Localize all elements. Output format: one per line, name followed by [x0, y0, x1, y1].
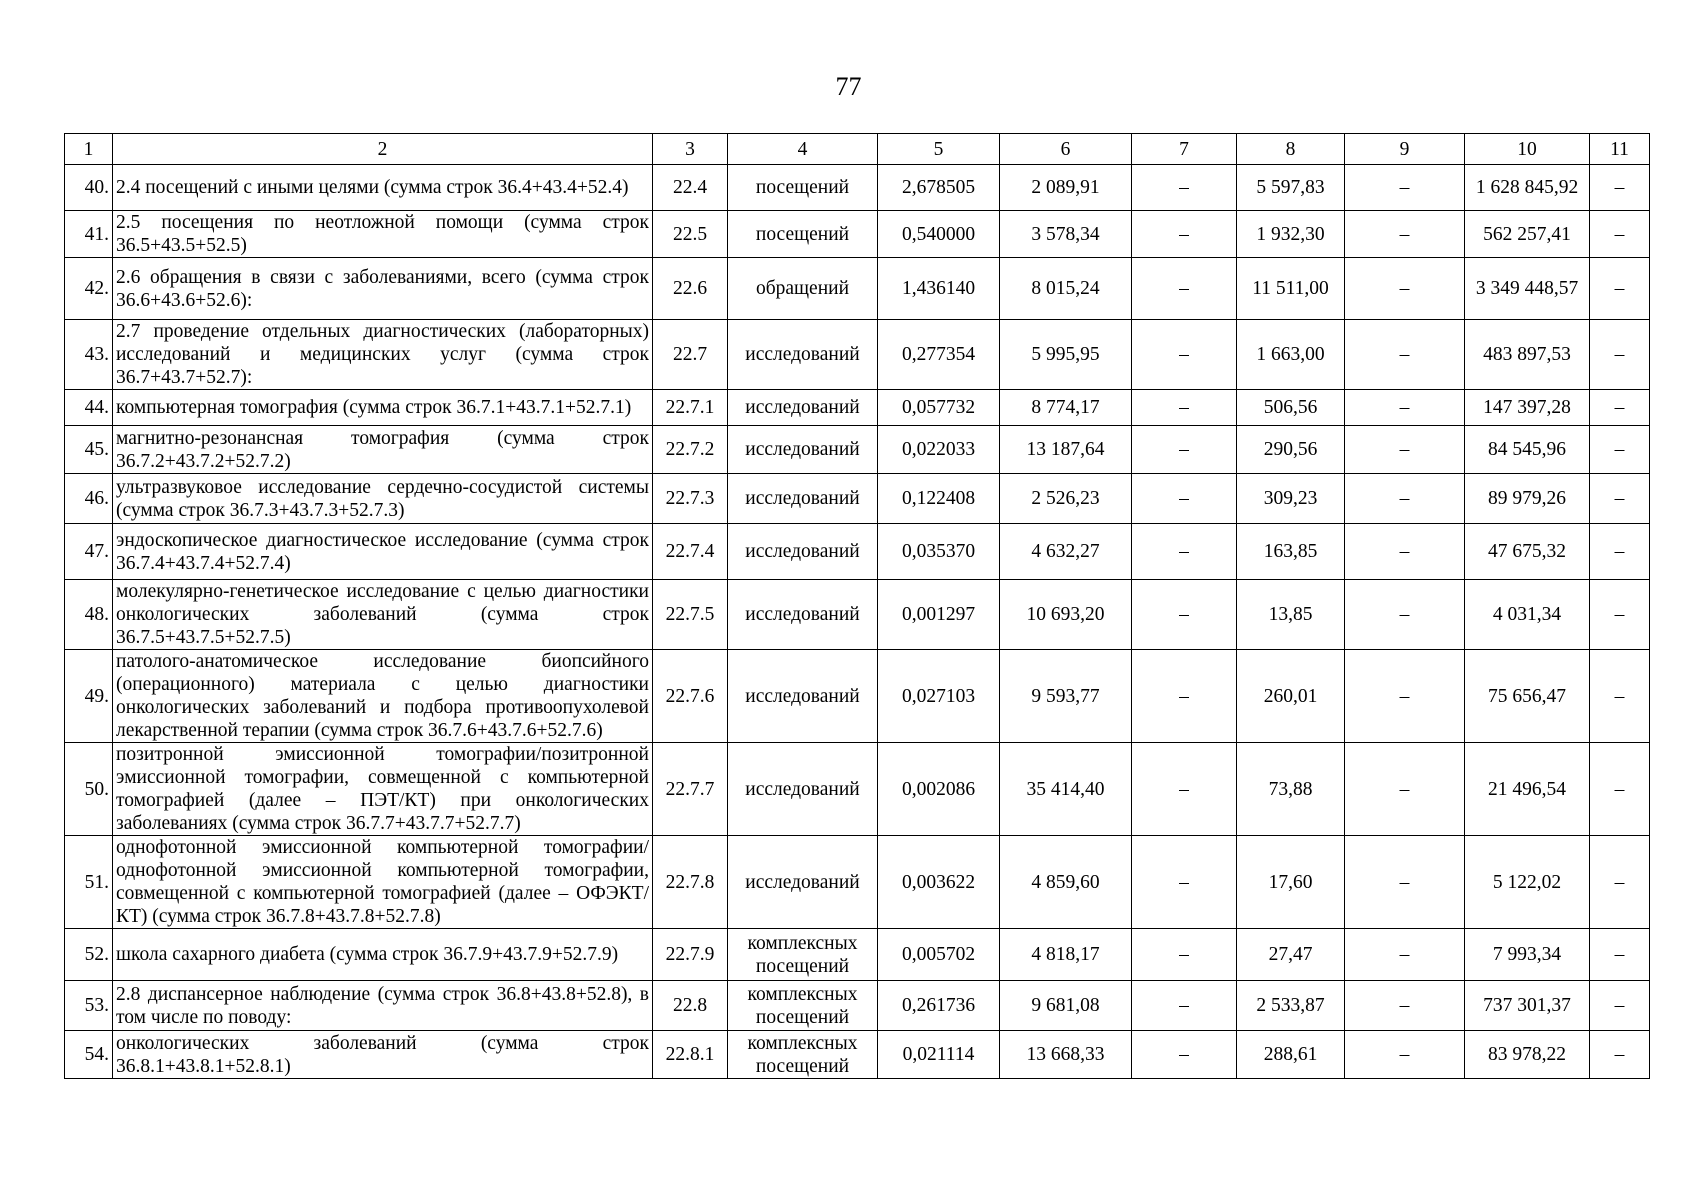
- row-unit: исследований: [728, 524, 878, 580]
- cell-col8: 73,88: [1237, 743, 1345, 836]
- row-unit: посещений: [728, 211, 878, 258]
- cell-col7: –: [1132, 211, 1237, 258]
- cell-col7: –: [1132, 524, 1237, 580]
- column-header: 1: [65, 134, 113, 165]
- cell-col10: 483 897,53: [1465, 320, 1590, 390]
- cell-col9: –: [1345, 929, 1465, 981]
- row-code: 22.8: [653, 981, 728, 1031]
- row-description: 2.4 посещений с иными целями (сумма строк 36.4+43.4+52.4): [113, 165, 653, 211]
- cell-col6: 13 668,33: [1000, 1031, 1132, 1079]
- cell-col6: 35 414,40: [1000, 743, 1132, 836]
- row-unit: исследований: [728, 580, 878, 650]
- row-description: компьютерная томография (сумма строк 36.7.1+43.7.1+52.7.1): [113, 390, 653, 426]
- cell-col5: 0,122408: [878, 474, 1000, 524]
- cell-col8: 2 533,87: [1237, 981, 1345, 1031]
- cell-col7: –: [1132, 650, 1237, 743]
- cell-col10: 1 628 845,92: [1465, 165, 1590, 211]
- cell-col7: –: [1132, 743, 1237, 836]
- cell-col5: 0,003622: [878, 836, 1000, 929]
- cell-col10: 84 545,96: [1465, 426, 1590, 474]
- cell-col8: 17,60: [1237, 836, 1345, 929]
- page-number: 77: [835, 72, 862, 101]
- cell-col6: 2 089,91: [1000, 165, 1132, 211]
- cell-col11: –: [1590, 580, 1650, 650]
- row-code: 22.7: [653, 320, 728, 390]
- cell-col5: 0,057732: [878, 390, 1000, 426]
- cell-col10: 737 301,37: [1465, 981, 1590, 1031]
- row-description: однофотонной эмиссионной компьютерной томографии/однофотонной эмиссионной компьютерной томографии, совмещенной с компьютерной томографией (далее – ОФЭКТ/КТ) (сумма строк 36.7.8+43.7.8+52.7.8): [113, 836, 653, 929]
- cell-col10: 3 349 448,57: [1465, 258, 1590, 320]
- row-number: 46.: [65, 474, 113, 524]
- table-row: [65, 743, 1650, 836]
- cell-col5: 0,022033: [878, 426, 1000, 474]
- cell-col7: –: [1132, 580, 1237, 650]
- cell-col10: 4 031,34: [1465, 580, 1590, 650]
- row-description: ультразвуковое исследование сердечно-сосудистой системы (сумма строк 36.7.3+43.7.3+52.7.3): [113, 474, 653, 524]
- row-code: 22.7.1: [653, 390, 728, 426]
- cell-col8: 260,01: [1237, 650, 1345, 743]
- cell-col11: –: [1590, 981, 1650, 1031]
- row-number: 50.: [65, 743, 113, 836]
- cell-col11: –: [1590, 426, 1650, 474]
- cell-col10: 7 993,34: [1465, 929, 1590, 981]
- table-row: [65, 580, 1650, 650]
- column-header: 10: [1465, 134, 1590, 165]
- row-code: 22.7.9: [653, 929, 728, 981]
- table-row: [65, 426, 1650, 474]
- row-unit: посещений: [728, 165, 878, 211]
- table-row: [65, 981, 1650, 1031]
- cell-col10: 21 496,54: [1465, 743, 1590, 836]
- row-code: 22.7.8: [653, 836, 728, 929]
- cell-col8: 290,56: [1237, 426, 1345, 474]
- cell-col9: –: [1345, 836, 1465, 929]
- row-unit: исследований: [728, 650, 878, 743]
- cell-col9: –: [1345, 390, 1465, 426]
- cell-col5: 2,678505: [878, 165, 1000, 211]
- row-unit: исследований: [728, 426, 878, 474]
- cell-col6: 8 015,24: [1000, 258, 1132, 320]
- cell-col7: –: [1132, 258, 1237, 320]
- row-number: 44.: [65, 390, 113, 426]
- row-description: патолого-анатомическое исследование биопсийного (операционного) материала с целью диагностики онкологических заболеваний и подбора противоопухолевой лекарственной терапии (сумма строк 36.7.6+43.7.6+52.7.6): [113, 650, 653, 743]
- cell-col10: 47 675,32: [1465, 524, 1590, 580]
- cell-col11: –: [1590, 836, 1650, 929]
- row-description: онкологических заболеваний (сумма строк 36.8.1+43.8.1+52.8.1): [113, 1031, 653, 1079]
- cell-col9: –: [1345, 1031, 1465, 1079]
- cell-col6: 4 632,27: [1000, 524, 1132, 580]
- table-row: [65, 474, 1650, 524]
- cell-col9: –: [1345, 320, 1465, 390]
- cell-col6: 9 593,77: [1000, 650, 1132, 743]
- row-unit: исследований: [728, 474, 878, 524]
- row-number: 48.: [65, 580, 113, 650]
- row-code: 22.7.6: [653, 650, 728, 743]
- row-number: 53.: [65, 981, 113, 1031]
- row-number: 41.: [65, 211, 113, 258]
- table-row: [65, 1031, 1650, 1079]
- row-unit: исследований: [728, 836, 878, 929]
- cell-col6: 3 578,34: [1000, 211, 1132, 258]
- cell-col5: 0,540000: [878, 211, 1000, 258]
- cell-col7: –: [1132, 929, 1237, 981]
- column-header: 9: [1345, 134, 1465, 165]
- row-description: 2.7 проведение отдельных диагностических (лабораторных) исследований и медицинских услуг (сумма строк 36.7+43.7+52.7):: [113, 320, 653, 390]
- cell-col6: 8 774,17: [1000, 390, 1132, 426]
- cell-col11: –: [1590, 1031, 1650, 1079]
- row-code: 22.7.7: [653, 743, 728, 836]
- cell-col8: 288,61: [1237, 1031, 1345, 1079]
- cell-col5: 0,027103: [878, 650, 1000, 743]
- cell-col9: –: [1345, 650, 1465, 743]
- row-code: 22.7.5: [653, 580, 728, 650]
- cell-col6: 9 681,08: [1000, 981, 1132, 1031]
- cell-col9: –: [1345, 211, 1465, 258]
- row-description: магнитно-резонансная томография (сумма строк 36.7.2+43.7.2+52.7.2): [113, 426, 653, 474]
- row-number: 40.: [65, 165, 113, 211]
- cell-col6: 4 859,60: [1000, 836, 1132, 929]
- column-header: 11: [1590, 134, 1650, 165]
- row-description: 2.8 диспансерное наблюдение (сумма строк 36.8+43.8+52.8), в том числе по поводу:: [113, 981, 653, 1031]
- cell-col11: –: [1590, 929, 1650, 981]
- cell-col10: 147 397,28: [1465, 390, 1590, 426]
- cell-col7: –: [1132, 474, 1237, 524]
- cell-col9: –: [1345, 426, 1465, 474]
- cell-col7: –: [1132, 390, 1237, 426]
- cell-col5: 0,005702: [878, 929, 1000, 981]
- column-header: 4: [728, 134, 878, 165]
- cell-col9: –: [1345, 524, 1465, 580]
- row-description: позитронной эмиссионной томографии/позитронной эмиссионной томографии, совмещенной с компьютерной томографией (далее – ПЭТ/КТ) при онкологических заболеваниях (сумма строк 36.7.7+43.7.7+52.7.7): [113, 743, 653, 836]
- column-header: 5: [878, 134, 1000, 165]
- row-number: 51.: [65, 836, 113, 929]
- row-unit: исследований: [728, 390, 878, 426]
- cell-col11: –: [1590, 320, 1650, 390]
- column-header: 3: [653, 134, 728, 165]
- cell-col9: –: [1345, 981, 1465, 1031]
- cell-col9: –: [1345, 743, 1465, 836]
- cell-col8: 27,47: [1237, 929, 1345, 981]
- cell-col11: –: [1590, 211, 1650, 258]
- cell-col11: –: [1590, 650, 1650, 743]
- cell-col9: –: [1345, 580, 1465, 650]
- row-description: молекулярно-генетическое исследование с целью диагностики онкологических заболеваний (сумма строк 36.7.5+43.7.5+52.7.5): [113, 580, 653, 650]
- row-number: 52.: [65, 929, 113, 981]
- table-row: [65, 836, 1650, 929]
- column-header: 2: [113, 134, 653, 165]
- table-row: [65, 929, 1650, 981]
- cell-col9: –: [1345, 165, 1465, 211]
- cell-col9: –: [1345, 474, 1465, 524]
- cell-col8: 5 597,83: [1237, 165, 1345, 211]
- data-table: [64, 133, 1650, 1079]
- table-row: [65, 390, 1650, 426]
- cell-col5: 0,261736: [878, 981, 1000, 1031]
- cell-col11: –: [1590, 165, 1650, 211]
- table-row: [65, 211, 1650, 258]
- row-number: 45.: [65, 426, 113, 474]
- column-header: 6: [1000, 134, 1132, 165]
- table-row: [65, 524, 1650, 580]
- cell-col7: –: [1132, 320, 1237, 390]
- row-unit: комплексных посещений: [728, 981, 878, 1031]
- row-unit: обращений: [728, 258, 878, 320]
- cell-col11: –: [1590, 474, 1650, 524]
- cell-col5: 0,277354: [878, 320, 1000, 390]
- cell-col8: 506,56: [1237, 390, 1345, 426]
- row-code: 22.5: [653, 211, 728, 258]
- cell-col5: 0,021114: [878, 1031, 1000, 1079]
- cell-col5: 0,035370: [878, 524, 1000, 580]
- table-row: [65, 165, 1650, 211]
- cell-col7: –: [1132, 426, 1237, 474]
- cell-col11: –: [1590, 390, 1650, 426]
- table-row: [65, 320, 1650, 390]
- row-description: 2.5 посещения по неотложной помощи (сумма строк 36.5+43.5+52.5): [113, 211, 653, 258]
- table-row: [65, 258, 1650, 320]
- cell-col10: 89 979,26: [1465, 474, 1590, 524]
- cell-col6: 4 818,17: [1000, 929, 1132, 981]
- cell-col8: 1 663,00: [1237, 320, 1345, 390]
- row-number: 42.: [65, 258, 113, 320]
- cell-col8: 1 932,30: [1237, 211, 1345, 258]
- row-unit: исследований: [728, 320, 878, 390]
- column-header: 8: [1237, 134, 1345, 165]
- row-unit: комплексных посещений: [728, 929, 878, 981]
- row-description: 2.6 обращения в связи с заболеваниями, всего (сумма строк 36.6+43.6+52.6):: [113, 258, 653, 320]
- cell-col6: 5 995,95: [1000, 320, 1132, 390]
- cell-col7: –: [1132, 165, 1237, 211]
- row-unit: исследований: [728, 743, 878, 836]
- row-code: 22.4: [653, 165, 728, 211]
- cell-col7: –: [1132, 836, 1237, 929]
- header-row: [65, 134, 1650, 165]
- cell-col8: 11 511,00: [1237, 258, 1345, 320]
- cell-col7: –: [1132, 981, 1237, 1031]
- cell-col6: 13 187,64: [1000, 426, 1132, 474]
- cell-col8: 163,85: [1237, 524, 1345, 580]
- table-row: [65, 650, 1650, 743]
- cell-col10: 562 257,41: [1465, 211, 1590, 258]
- row-unit: комплексных посещений: [728, 1031, 878, 1079]
- row-code: 22.7.4: [653, 524, 728, 580]
- cell-col11: –: [1590, 524, 1650, 580]
- cell-col6: 2 526,23: [1000, 474, 1132, 524]
- cell-col8: 13,85: [1237, 580, 1345, 650]
- cell-col10: 5 122,02: [1465, 836, 1590, 929]
- cell-col7: –: [1132, 1031, 1237, 1079]
- cell-col10: 75 656,47: [1465, 650, 1590, 743]
- cell-col10: 83 978,22: [1465, 1031, 1590, 1079]
- cell-col9: –: [1345, 258, 1465, 320]
- cell-col6: 10 693,20: [1000, 580, 1132, 650]
- row-number: 49.: [65, 650, 113, 743]
- row-description: школа сахарного диабета (сумма строк 36.7.9+43.7.9+52.7.9): [113, 929, 653, 981]
- column-header: 7: [1132, 134, 1237, 165]
- cell-col5: 1,436140: [878, 258, 1000, 320]
- cell-col11: –: [1590, 258, 1650, 320]
- row-number: 43.: [65, 320, 113, 390]
- row-code: 22.6: [653, 258, 728, 320]
- row-number: 54.: [65, 1031, 113, 1079]
- row-code: 22.8.1: [653, 1031, 728, 1079]
- row-code: 22.7.3: [653, 474, 728, 524]
- cell-col8: 309,23: [1237, 474, 1345, 524]
- cell-col5: 0,001297: [878, 580, 1000, 650]
- cell-col5: 0,002086: [878, 743, 1000, 836]
- row-number: 47.: [65, 524, 113, 580]
- row-code: 22.7.2: [653, 426, 728, 474]
- row-description: эндоскопическое диагностическое исследование (сумма строк 36.7.4+43.7.4+52.7.4): [113, 524, 653, 580]
- cell-col11: –: [1590, 743, 1650, 836]
